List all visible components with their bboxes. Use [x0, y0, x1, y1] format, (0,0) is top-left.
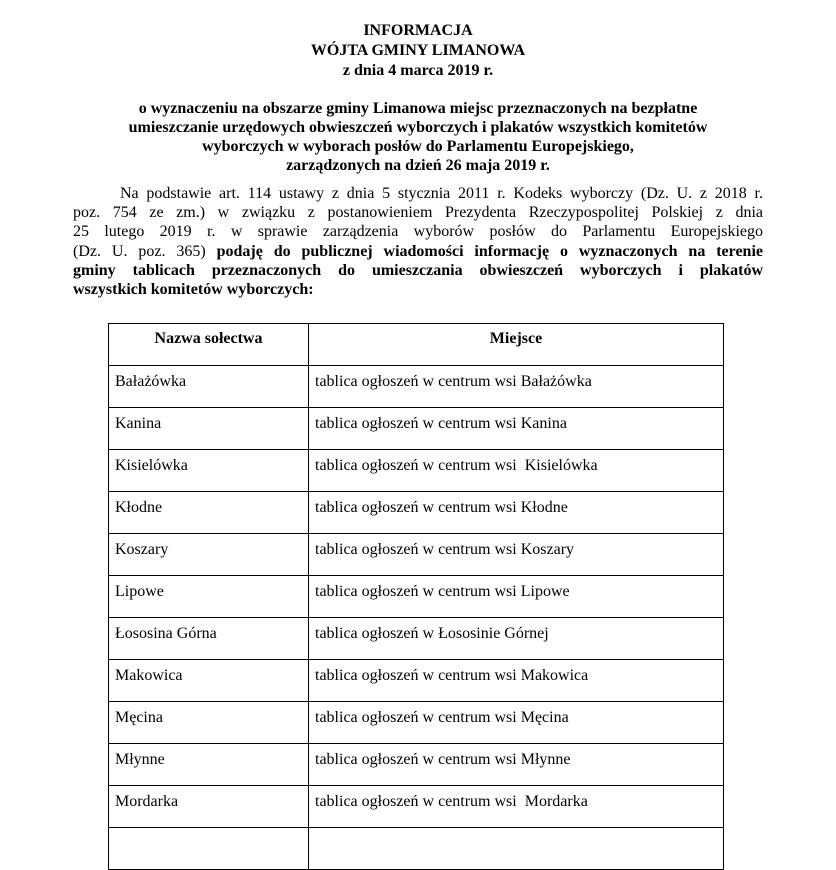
cell-solectwo: Lipowe — [109, 576, 309, 618]
heading-title: INFORMACJA — [363, 22, 473, 39]
body-line: Na podstawie art. 114 ustawy z dnia 5 stycznia 2011 r. Kodeks wyborczy (Dz. U. z 2018 r. — [120, 185, 763, 202]
column-header-place: Miejsce — [309, 324, 724, 366]
body-line: 25 lutego 2019 r. w sprawie zarządzenia wyborów posłów do Parlamentu Europejskiego — [73, 223, 763, 241]
document-heading — [0, 21, 836, 81]
cell-solectwo: Młynne — [109, 744, 309, 786]
heading-date: z dnia 4 marca 2019 r. — [342, 62, 494, 79]
body-line-plain: (Dz. U. poz. 365) — [73, 242, 217, 260]
subject-line: wyborczych w wyborach posłów do Parlamentu Europejskiego, — [202, 138, 634, 155]
cell-solectwo: Mordarka — [109, 786, 309, 828]
document-body — [73, 184, 763, 299]
body-line-bold: gminy tablicach przeznaczonych do umieszczania obwieszczeń wyborczych i plakatów — [73, 261, 763, 279]
table-row — [109, 786, 724, 828]
body-line — [73, 261, 763, 280]
cell-miejsce: tablica ogłoszeń w centrum wsi Kisielówka — [309, 450, 724, 492]
table-row — [109, 408, 724, 450]
body-line — [73, 242, 763, 261]
table-row — [109, 744, 724, 786]
cell-miejsce: tablica ogłoszeń w centrum wsi Kłodne — [309, 492, 724, 534]
table-row — [109, 366, 724, 408]
cell-solectwo: Kłodne — [109, 492, 309, 534]
table-row — [109, 618, 724, 660]
cell-solectwo: Bałażówka — [109, 366, 309, 408]
table-row — [109, 450, 724, 492]
cell-solectwo: Koszary — [109, 534, 309, 576]
body-line-bold: wszystkich komitetów wyborczych: — [73, 280, 314, 298]
table-row — [109, 660, 724, 702]
cell-solectwo: Męcina — [109, 702, 309, 744]
table-row — [109, 576, 724, 618]
cell-miejsce: tablica ogłoszeń w centrum wsi Mordarka — [309, 786, 724, 828]
table-row — [109, 492, 724, 534]
cell-miejsce: tablica ogłoszeń w centrum wsi Koszary — [309, 534, 724, 576]
cell-miejsce: tablica ogłoszeń w centrum wsi Młynne — [309, 744, 724, 786]
body-line — [73, 280, 763, 299]
body-line-bold: podaję do publicznej wiadomości informację o wyznaczonych na terenie — [216, 242, 764, 260]
cell-solectwo: Kanina — [109, 408, 309, 450]
cell-solectwo: Kisielówka — [109, 450, 309, 492]
cell-miejsce — [309, 828, 724, 870]
subject-line: o wyznaczeniu na obszarze gminy Limanowa miejsc przeznaczonych na bezpłatne — [138, 100, 698, 117]
cell-miejsce: tablica ogłoszeń w centrum wsi Męcina — [309, 702, 724, 744]
body-line: poz. 754 ze zm.) w związku z postanowieniem Prezydenta Rzeczypospolitej Polskiej z dnia — [73, 204, 763, 222]
subject-line: umieszczanie urzędowych obwieszczeń wyborczych i plakatów wszystkich komitetów — [128, 119, 708, 136]
table-header-row — [109, 324, 724, 366]
cell-miejsce: tablica ogłoszeń w centrum wsi Lipowe — [309, 576, 724, 618]
heading-author: WÓJTA GMINY LIMANOWA — [310, 42, 526, 59]
cell-solectwo — [109, 828, 309, 870]
cell-solectwo: Makowica — [109, 660, 309, 702]
cell-miejsce: tablica ogłoszeń w centrum wsi Makowica — [309, 660, 724, 702]
document-subject — [0, 99, 836, 175]
table-row — [109, 534, 724, 576]
cell-miejsce: tablica ogłoszeń w centrum wsi Bałażówka — [309, 366, 724, 408]
table-row — [109, 702, 724, 744]
column-header-name: Nazwa sołectwa — [109, 324, 309, 366]
cell-miejsce: tablica ogłoszeń w Łososinie Górnej — [309, 618, 724, 660]
cell-solectwo: Łososina Górna — [109, 618, 309, 660]
solectwa-table — [108, 323, 724, 870]
subject-line: zarządzonych na dzień 26 maja 2019 r. — [286, 157, 550, 174]
table-row — [109, 828, 724, 870]
cell-miejsce: tablica ogłoszeń w centrum wsi Kanina — [309, 408, 724, 450]
